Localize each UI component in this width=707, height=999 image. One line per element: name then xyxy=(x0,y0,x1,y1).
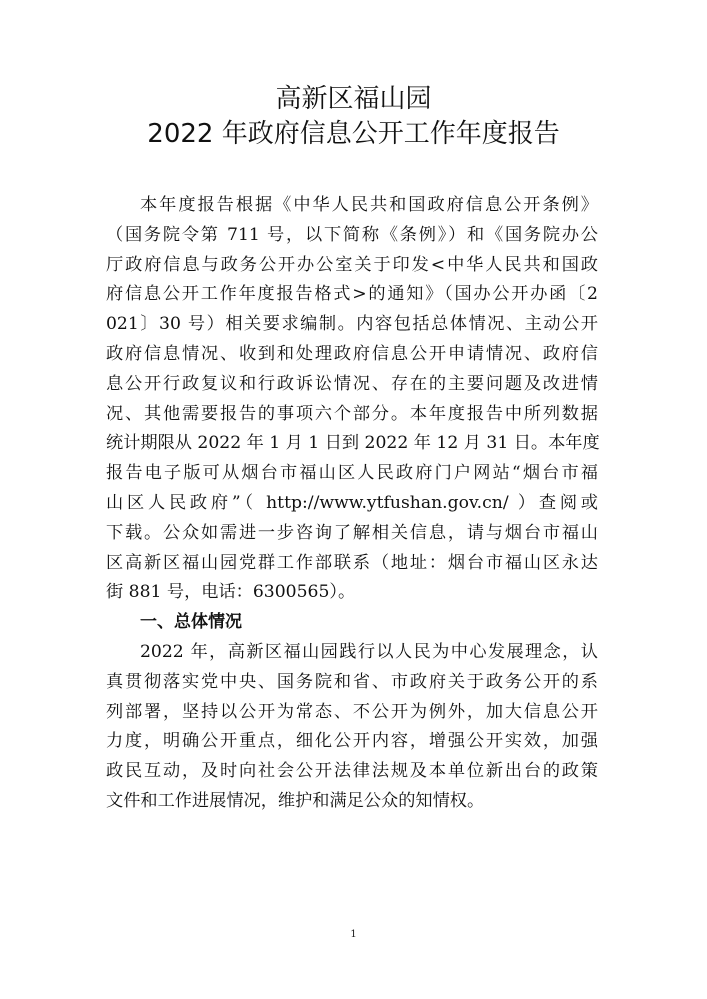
paragraph-line: 文件和工作进展情况，维护和满足公众的知情权。 xyxy=(106,790,485,811)
paragraph-line: 下载。公众如需进一步咨询了解相关信息，请与烟台市福山 xyxy=(106,522,598,543)
paragraph-line: 况、其他需要报告的事项六个部分。本年度报告中所列数据 xyxy=(106,403,598,424)
paragraph-line: 本年度报告根据《中华人民共和国政府信息公开条例》 xyxy=(140,195,598,215)
paragraph-line: 列部署，坚持以公开为常态、不公开为例外，加大信息公开 xyxy=(106,701,598,722)
report-title xyxy=(0,82,707,152)
paragraph-line: 政府信息情况、收到和处理政府信息公开申请情况、政府信 xyxy=(106,343,598,364)
paragraph-line: （国务院令第 711 号，以下简称《条例》）和《国务院办公 xyxy=(106,224,598,245)
intro-paragraph xyxy=(106,191,598,608)
report-body xyxy=(106,191,598,817)
page-number: 1 xyxy=(350,929,357,940)
title-line-2: 2022 年政府信息公开工作年度报告 xyxy=(147,119,560,149)
overview-paragraph xyxy=(106,638,598,817)
paragraph-line: 2022 年，高新区福山园践行以人民为中心发展理念，认 xyxy=(140,641,598,662)
paragraph-line: 政民互动，及时向社会公开法律法规及本单位新出台的政策 xyxy=(106,761,598,782)
paragraph-line: 息公开行政复议和行政诉讼情况、存在的主要问题及改进情 xyxy=(106,373,598,394)
paragraph-line: 报告电子版可从烟台市福山区人民政府门户网站“烟台市福 xyxy=(106,463,598,484)
paragraph-line: 街 881 号，电话：6300565）。 xyxy=(106,582,356,603)
paragraph-line: 真贯彻落实党中央、国务院和省、市政府关于政务公开的系 xyxy=(106,671,598,692)
paragraph-line: 厅政府信息与政务公开办公室关于印发<中华人民共和国政 xyxy=(106,254,598,275)
section-heading-overview: 一、总体情况 xyxy=(140,612,242,633)
title-line-1: 高新区福山园 xyxy=(275,84,432,114)
paragraph-line: 山区人民政府”（ http://www.ytfushan.gov.cn/ ）查阅或 xyxy=(106,492,598,513)
paragraph-line: 府信息公开工作年度报告格式>的通知》（国办公开办函〔2 xyxy=(106,284,598,305)
paragraph-line: 统计期限从 2022 年 1 月 1 日到 2022 年 12 月 31 日。本年度 xyxy=(106,433,600,454)
paragraph-line: 力度，明确公开重点，细化公开内容，增强公开实效，加强 xyxy=(106,731,598,752)
paragraph-line: 区高新区福山园党群工作部联系（地址：烟台市福山区永达 xyxy=(106,552,598,573)
paragraph-line: 021〕30 号）相关要求编制。内容包括总体情况、主动公开 xyxy=(106,314,598,335)
